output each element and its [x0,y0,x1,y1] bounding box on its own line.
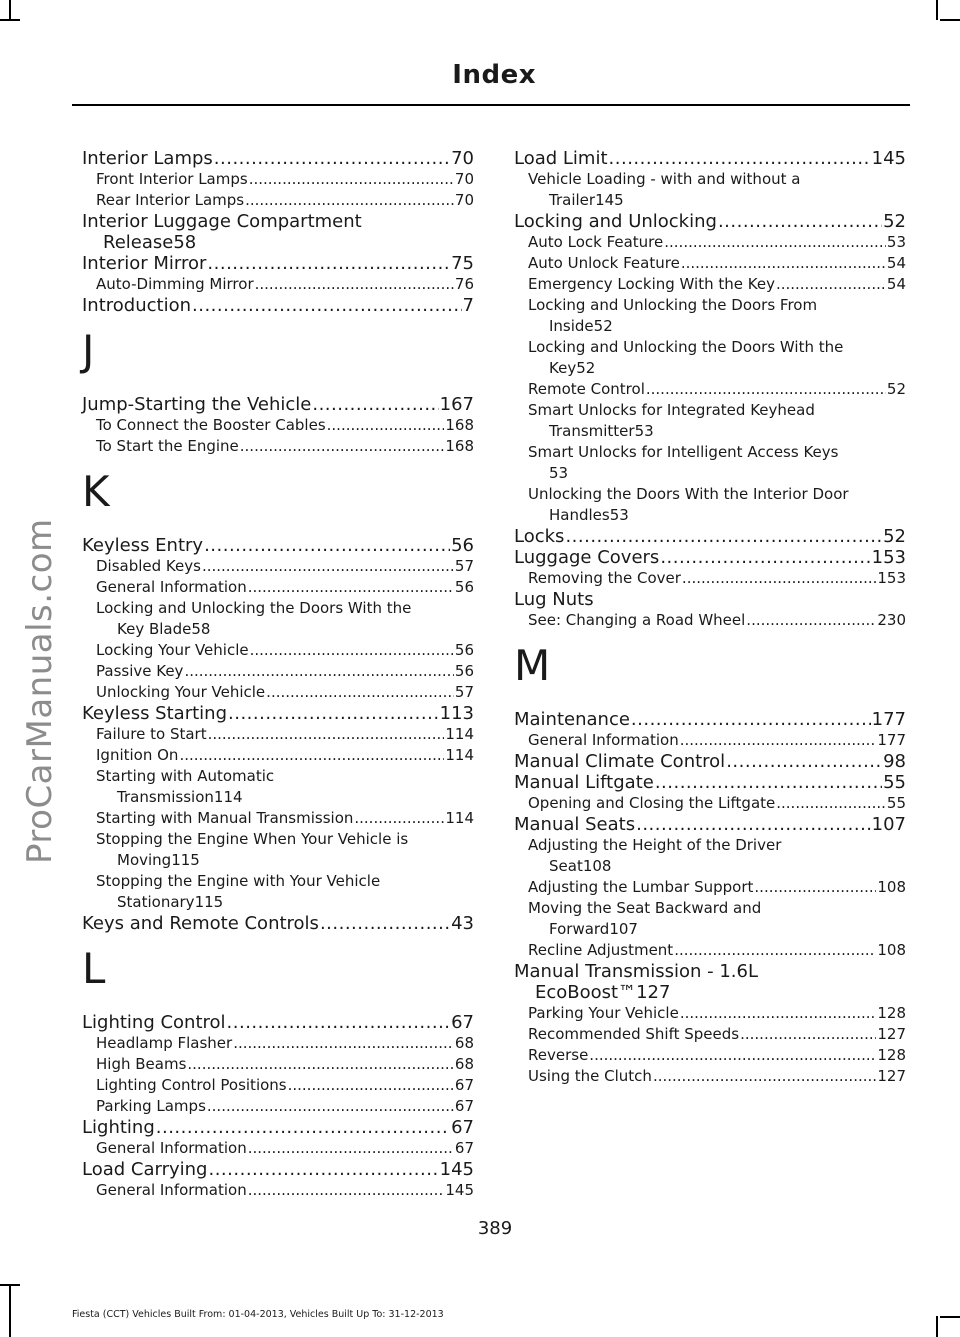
entry-title-line: Smart Unlocks for Integrated Keyhead [528,401,815,419]
index-subentry [514,337,906,379]
index-subentry [514,793,906,814]
entry-continuation [528,316,906,337]
entry-page: 52 [576,359,596,377]
leader-dots [653,1066,876,1087]
index-entry [82,703,474,724]
entry-title: Emergency Locking With the Key [528,275,775,293]
index-entry [514,211,906,232]
crop-mark [0,19,20,21]
entry-page: 54 [886,275,906,293]
entry-page: 128 [877,1004,906,1022]
leader-dots [776,793,886,814]
entry-page: 177 [877,731,906,749]
entry-page: 167 [439,394,474,415]
index-subentry [514,274,906,295]
entry-continuation [96,850,474,871]
entry-page: 56 [454,662,474,680]
leader-dots [646,379,886,400]
entry-title: Lug Nuts [514,589,594,610]
entry-page: 43 [451,913,474,934]
index-subentry [82,871,474,913]
index-subentry [514,232,906,253]
entry-page: 67 [451,1012,474,1033]
entry-title: Failure to Start [96,725,207,743]
entry-page: 145 [439,1159,474,1180]
index-entry [82,148,474,169]
entry-title: Auto-Dimming Mirror [96,275,254,293]
entry-title: Rear Interior Lamps [96,191,245,209]
index-subentry [82,1096,474,1117]
entry-title: General Information [528,731,679,749]
entry-page: 56 [454,578,474,596]
entry-page: 56 [454,641,474,659]
leader-dots [204,535,450,556]
crop-mark [0,1284,20,1286]
entry-page: 53 [549,464,569,482]
entry-title-line: Stopping the Engine When Your Vehicle is [96,830,409,848]
entry-page: 127 [877,1067,906,1085]
leader-dots [248,1180,445,1201]
entry-page: 114 [213,788,243,806]
leader-dots [680,1003,877,1024]
index-subentry [514,610,906,631]
leader-dots [207,253,450,274]
crop-mark [9,0,11,20]
watermark: ProCarManuals.com [20,518,60,864]
index-entry [82,1159,474,1180]
entry-title: Forward [549,920,610,938]
index-subentry [82,436,474,457]
entry-title: Key [549,359,577,377]
entry-title-line: Smart Unlocks for Intelligent Access Keys [528,443,839,461]
leader-dots [156,1117,450,1138]
entry-title-line: Locking and Unlocking the Doors From [528,296,818,314]
leader-dots [266,682,454,703]
entry-page: 52 [593,317,613,335]
leader-dots [740,1024,876,1045]
index-entry [514,751,906,772]
entry-title: General Information [96,1181,247,1199]
leader-dots [187,1054,454,1075]
entry-page: 98 [883,751,906,772]
entry-page: 145 [445,1181,474,1199]
entry-title: Luggage Covers [514,547,660,568]
entry-title: Front Interior Lamps [96,170,248,188]
leader-dots [227,1012,451,1033]
entry-page: 127 [636,982,671,1003]
entry-continuation [514,982,906,1003]
index-subentry [514,253,906,274]
leader-dots [208,1159,438,1180]
entry-title: See: Changing a Road Wheel [528,611,746,629]
entry-title: Headlamp Flasher [96,1034,233,1052]
entry-page: 67 [451,1117,474,1138]
section-letter: L [82,944,106,993]
leader-dots [589,1045,876,1066]
entry-page: 70 [454,170,474,188]
entry-title: Recommended Shift Speeds [528,1025,740,1043]
entry-page: 113 [439,703,474,724]
entry-title: Locking Your Vehicle [96,641,249,659]
leader-dots [726,751,882,772]
index-entry [514,589,906,610]
leader-dots [664,232,886,253]
entry-page: 177 [871,709,906,730]
entry-title: Remote Control [528,380,645,398]
index-subentry [82,1180,474,1201]
entry-page: 145 [871,148,906,169]
entry-title: Lighting [82,1117,155,1138]
entry-page: 67 [454,1076,474,1094]
entry-page: 127 [877,1025,906,1043]
entry-title: Introduction [82,295,192,316]
index-subentry [514,730,906,751]
entry-page: 107 [871,814,906,835]
index-entry [82,211,474,253]
section-letter: M [514,641,551,690]
index-subentry [82,724,474,745]
leader-dots [208,724,445,745]
index-entry [514,772,906,793]
leader-dots [192,295,462,316]
entry-page: 114 [445,725,474,743]
index-subentry [514,568,906,589]
index-subentry [514,1066,906,1087]
index-subentry [514,1003,906,1024]
index-subentry [82,1054,474,1075]
index-subentry [514,940,906,961]
index-subentry [514,1045,906,1066]
leader-dots [248,1138,454,1159]
entry-continuation [528,421,906,442]
leader-dots [233,1033,454,1054]
entry-continuation [96,892,474,913]
crop-mark [936,0,938,20]
crop-mark [936,1316,938,1337]
entry-title-line: Locking and Unlocking the Doors With the [96,599,412,617]
leader-dots [240,436,445,457]
entry-page: 70 [451,148,474,169]
entry-title-line: Starting with Automatic [96,767,275,785]
leader-dots [320,913,450,934]
entry-title: Maintenance [514,709,630,730]
index-subentry [82,766,474,808]
entry-page: 55 [883,772,906,793]
entry-title: Inside [549,317,594,335]
entry-title: Keyless Starting [82,703,227,724]
index-entry [514,961,906,1003]
index-subentry [82,808,474,829]
leader-dots [660,547,870,568]
entry-continuation [528,856,906,877]
index-subentry [82,169,474,190]
entry-title: Keyless Entry [82,535,204,556]
entry-page: 68 [454,1055,474,1073]
entry-title: To Start the Engine [96,437,239,455]
entry-title: Key Blade [117,620,192,638]
entry-page: 57 [454,683,474,701]
leader-dots [249,169,454,190]
index-subentry [82,1033,474,1054]
leader-dots [674,940,876,961]
entry-title: Lighting Control Positions [96,1076,287,1094]
leader-dots [718,211,882,232]
entry-page: 52 [883,526,906,547]
entry-title-line: Vehicle Loading - with and without a [528,170,801,188]
entry-page: 53 [609,506,629,524]
entry-title: Stationary [117,893,195,911]
entry-title-line: Moving the Seat Backward and [528,899,762,917]
entry-title: Load Carrying [82,1159,208,1180]
leader-dots [327,415,445,436]
entry-title-line: Interior Luggage Compartment [82,211,362,232]
entry-page: 115 [171,851,200,869]
index-subentry [82,640,474,661]
leader-dots [631,709,871,730]
entry-page: 68 [454,1034,474,1052]
index-subentry [514,400,906,442]
entry-title: Auto Unlock Feature [528,254,680,272]
entry-title: General Information [96,578,247,596]
entry-title-line: Unlocking the Doors With the Interior Door [528,485,849,503]
entry-title: Keys and Remote Controls [82,913,319,934]
leader-dots [655,772,882,793]
leader-dots [245,190,454,211]
index-entry [82,253,474,274]
entry-title: Opening and Closing the Liftgate [528,794,776,812]
entry-page: 145 [595,191,624,209]
entry-page: 108 [877,941,906,959]
entry-title: Load Limit [514,148,608,169]
index-entry [514,814,906,835]
index-subentry [514,169,906,211]
footer-text: Fiesta (CCT) Vehicles Built From: 01-04-2013, Vehicles Built Up To: 31-12-2013 [72,1309,444,1320]
leader-dots [202,556,454,577]
entry-continuation [82,232,474,253]
entry-title: Locking and Unlocking [514,211,717,232]
entry-page: 76 [454,275,474,293]
section-letter: J [82,326,95,375]
leader-dots [255,274,454,295]
index-subentry [514,835,906,877]
crop-mark [940,19,960,21]
index-subentry [514,295,906,337]
entry-title: General Information [96,1139,247,1157]
entry-title: High Beams [96,1055,187,1073]
entry-continuation [528,919,906,940]
index-subentry [514,1024,906,1045]
entry-title: Seat [549,857,583,875]
entry-title: Locks [514,526,565,547]
entry-title: Transmission [117,788,214,806]
index-subentry [82,829,474,871]
entry-page: 114 [445,746,474,764]
index-entry [82,913,474,934]
entry-page: 70 [454,191,474,209]
entry-title: To Connect the Booster Cables [96,416,326,434]
entry-title: Manual Liftgate [514,772,654,793]
entry-title: Manual Seats [514,814,636,835]
entry-page: 55 [886,794,906,812]
entry-title: Removing the Cover [528,569,681,587]
entry-continuation [528,505,906,526]
entry-page: 168 [445,437,474,455]
entry-title: Auto Lock Feature [528,233,664,251]
leader-dots [250,640,454,661]
entry-page: 114 [445,809,474,827]
leader-dots [228,703,439,724]
entry-title: Unlocking Your Vehicle [96,683,266,701]
entry-title: Manual Climate Control [514,751,726,772]
index-subentry [82,556,474,577]
index-entry [82,1117,474,1138]
index-column-right [514,148,906,1087]
index-subentry [82,745,474,766]
index-entry [82,295,474,316]
entry-title: Disabled Keys [96,557,201,575]
header-rule [72,104,910,106]
entry-page: 54 [886,254,906,272]
index-subentry [82,682,474,703]
entry-page: 128 [877,1046,906,1064]
entry-title: Adjusting the Lumbar Support [528,878,754,896]
entry-page: 115 [194,893,224,911]
leader-dots [636,814,871,835]
entry-page: 153 [871,547,906,568]
leader-dots [680,730,877,751]
index-entry [82,535,474,556]
index-subentry [82,274,474,295]
entry-page: 56 [451,535,474,556]
entry-page: 7 [462,295,474,316]
entry-page: 108 [582,857,612,875]
index-subentry [82,190,474,211]
leader-dots [565,526,882,547]
entry-page: 58 [173,232,197,253]
entry-title: Moving [117,851,172,869]
index-entry [514,547,906,568]
entry-title: Using the Clutch [528,1067,652,1085]
entry-page: 108 [877,878,906,896]
entry-continuation [528,190,906,211]
leader-dots [754,877,876,898]
index-subentry [514,379,906,400]
leader-dots [354,808,444,829]
page-number: 389 [477,1218,513,1239]
entry-page: 230 [877,611,906,629]
index-entry [514,709,906,730]
leader-dots [609,148,871,169]
entry-page: 75 [451,253,474,274]
entry-page: 52 [883,211,906,232]
leader-dots [746,610,876,631]
leader-dots [312,394,438,415]
entry-page: 153 [877,569,906,587]
entry-title: Transmitter [549,422,635,440]
entry-title: Parking Your Vehicle [528,1004,679,1022]
index-subentry [82,577,474,598]
entry-title: Starting with Manual Transmission [96,809,354,827]
entry-continuation [528,358,906,379]
section-letter: K [82,467,110,516]
entry-title-line: Locking and Unlocking the Doors With the [528,338,844,356]
entry-title: Release [103,232,174,253]
entry-title: Reverse [528,1046,589,1064]
entry-page: 58 [191,620,211,638]
leader-dots [776,274,886,295]
index-subentry [82,1075,474,1096]
index-subentry [514,484,906,526]
index-subentry [82,598,474,640]
entry-title: Interior Lamps [82,148,213,169]
entry-title-line: Manual Transmission - 1.6L [514,961,759,982]
index-subentry [82,661,474,682]
entry-title: Interior Mirror [82,253,207,274]
index-subentry [82,1138,474,1159]
entry-page: 53 [634,422,654,440]
entry-page: 57 [454,557,474,575]
leader-dots [214,148,450,169]
entry-continuation [96,619,474,640]
crop-mark [9,1284,11,1337]
entry-page: 67 [454,1139,474,1157]
entry-title: Lighting Control [82,1012,226,1033]
page-title: Index [452,60,536,90]
entry-page: 107 [609,920,638,938]
entry-title: Parking Lamps [96,1097,206,1115]
index-entry [514,148,906,169]
index-subentry [514,442,906,484]
entry-continuation [528,463,906,484]
leader-dots [288,1075,454,1096]
index-subentry [514,898,906,940]
entry-title: EcoBoost™ [535,982,637,1003]
index-subentry [82,415,474,436]
index-column-left [82,148,474,1201]
crop-mark [940,1316,960,1318]
leader-dots [248,577,454,598]
leader-dots [207,1096,454,1117]
entry-page: 53 [886,233,906,251]
entry-page: 52 [886,380,906,398]
entry-title: Jump-Starting the Vehicle [82,394,312,415]
index-entry [514,526,906,547]
entry-title-line: Stopping the Engine with Your Vehicle [96,872,381,890]
entry-title: Ignition On [96,746,179,764]
entry-page: 67 [454,1097,474,1115]
index-subentry [514,877,906,898]
entry-title: Passive Key [96,662,184,680]
entry-title: Trailer [549,191,596,209]
entry-title: Handles [549,506,610,524]
leader-dots [179,745,444,766]
entry-title-line: Adjusting the Height of the Driver [528,836,782,854]
entry-title: Recline Adjustment [528,941,674,959]
leader-dots [682,568,876,589]
leader-dots [184,661,453,682]
index-entry [82,394,474,415]
entry-page: 168 [445,416,474,434]
entry-continuation [96,787,474,808]
leader-dots [681,253,886,274]
index-entry [82,1012,474,1033]
